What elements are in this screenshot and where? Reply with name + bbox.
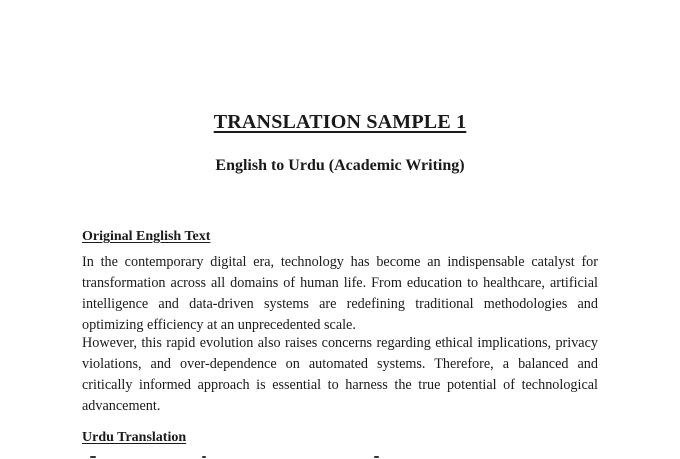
- section-heading-urdu-translation: Urdu Translation: [82, 430, 187, 445]
- document-subtitle: English to Urdu (Academic Writing): [215, 157, 465, 174]
- cut-off-text-line: [82, 454, 402, 459]
- paragraph-2: However, this rapid evolution also raises concerns regarding ethical implications, privacy violations, and over-dependence on automated systems. Therefore, a balanced and critically informed approach is essential to harness the true potential of technological advancement.: [82, 335, 598, 414]
- paragraph-1: In the contemporary digital era, technology has become an indispensable catalyst for transformation across all domains of human life. From education to healthcare, artificial intelligence and data-driven systems are redefining traditional methodologies and optimizing efficiency at an unprecedented scale.: [82, 254, 598, 333]
- document-title: TRANSLATION SAMPLE 1: [213, 111, 467, 133]
- section-heading-original-english: Original English Text: [82, 229, 211, 244]
